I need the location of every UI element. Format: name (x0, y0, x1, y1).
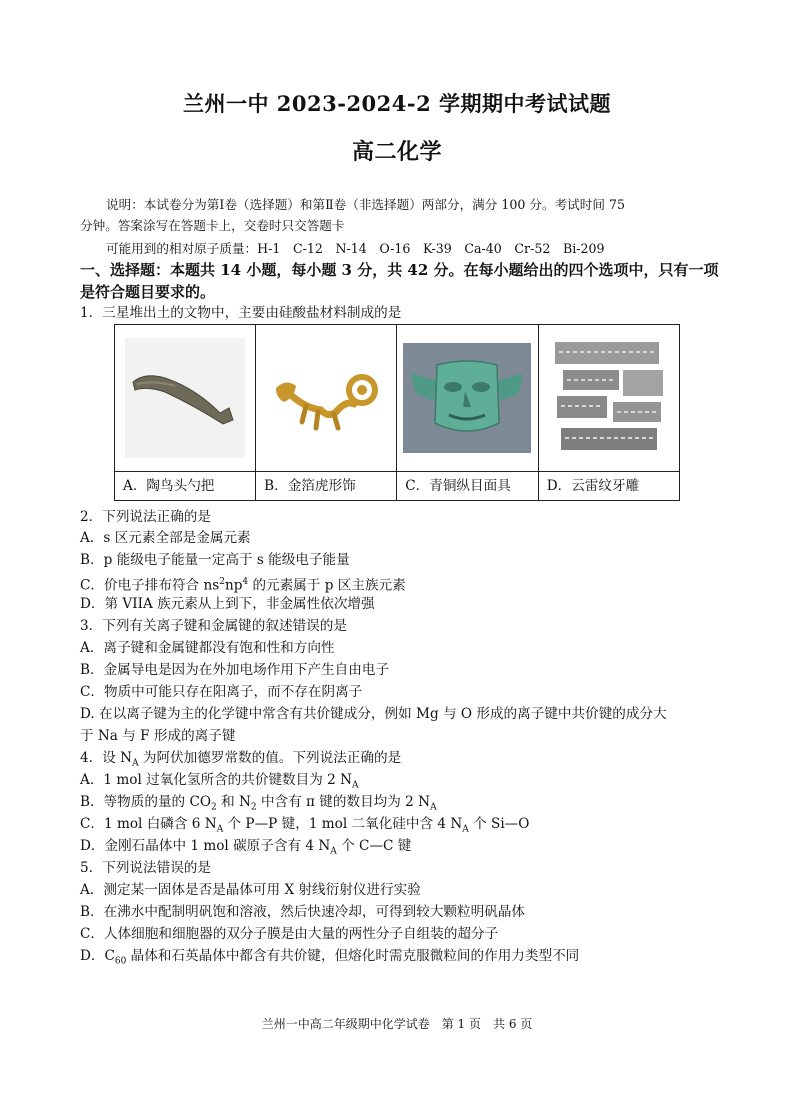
q1-option-d-cell (538, 325, 679, 501)
q1-option-c-label: C．青铜纵目面具 (397, 471, 537, 500)
subject-title: 高二化学 (351, 139, 442, 165)
q1-option-b-cell (256, 325, 397, 501)
q5-option-b: B．在沸水中配制明矾饱和溶液，然后快速冷却，可得到较大颗粒明矾晶体 (80, 904, 525, 920)
q3-stem: 3．下列有关离子键和金属键的叙述错误的是 (80, 618, 347, 634)
gold-tiger-icon (266, 338, 386, 458)
q3-option-d-line1: D. 在以离子键为主的化学键中常含有共价键成分，例如 Mg 与 O 形成的离子键中共价键的成分大 (80, 706, 667, 722)
instruction-line-1: 说明：本试卷分为第Ⅰ卷（选择题）和第Ⅱ卷（非选择题）两部分，满分 100 分。考试时间 75 (106, 197, 625, 212)
q1-option-c-cell (397, 325, 538, 501)
q3-option-b: B．金属导电是因为在外加电场作用下产生自由电子 (80, 662, 390, 678)
exam-title: 兰州一中 2023-2024-2 学期期中考试试题 (182, 91, 612, 116)
ivory-carving-icon (547, 336, 671, 460)
q1-option-a-cell (115, 325, 256, 501)
pottery-bird-head-icon (125, 338, 245, 458)
q1-stem: 1．三星堆出土的文物中，主要由硅酸盐材料制成的是 (80, 305, 402, 321)
q2-option-a: A．s 区元素全部是金属元素 (80, 530, 251, 546)
q4-option-c: C．1 mol 白磷含 6 $N_A$ 个 P—P 键，1 mol 二氧化硅中含 4 $N_A$ 个 Si—O (80, 816, 530, 835)
instruction-line-2: 分钟。答案涂写在答题卡上，交卷时只交答题卡 (80, 218, 345, 233)
q2-stem: 2．下列说法正确的是 (80, 509, 211, 525)
q2-option-c: C．价电子排布符合 $ns^2np^4$ 的元素属于 p 区主族元素 (80, 577, 406, 594)
bronze-mask-icon (403, 343, 531, 453)
atomic-mass-line: 可能用到的相对原子质量：H-1 C-12 N-14 O-16 K-39 Ca-40 Cr-52 Bi-209 (106, 241, 605, 256)
q1-options-table (114, 324, 680, 501)
page-footer: 兰州一中高二年级期中化学试卷 第 1 页 共 6 页 (261, 1017, 533, 1031)
q5-option-a: A．测定某一固体是否是晶体可用 X 射线衍射仪进行实验 (80, 882, 421, 898)
q4-option-b: B．等物质的量的 $CO_2$ 和 $N_2$ 中含有 π 键的数目均为 2 $N_A$ (80, 794, 437, 813)
q1-option-b-label: B．金箔虎形饰 (256, 471, 396, 500)
q4-option-d: D．金刚石晶体中 1 mol 碳原子含有 4 $N_A$ 个 C—C 键 (80, 838, 412, 857)
q2-option-d: D．第 VIIA 族元素从上到下，非金属性依次增强 (80, 596, 375, 612)
q5-option-c: C．人体细胞和细胞器的双分子膜是由大量的两性分子自组装的超分子 (80, 926, 499, 942)
q1-option-d-label: D．云雷纹牙雕 (539, 471, 679, 500)
q2-option-b: B．p 能级电子能量一定高于 s 能级电子能量 (80, 552, 350, 568)
q3-option-c: C．物质中可能只存在阳离子，而不存在阴离子 (80, 684, 363, 700)
q3-option-a: A．离子键和金属键都没有饱和性和方向性 (80, 640, 335, 656)
q3-option-d-line2: 于 Na 与 F 形成的离子键 (80, 728, 236, 744)
q4-option-a: A．1 mol 过氧化氢所含的共价键数目为 2 $N_A$ (80, 772, 359, 791)
q4-stem: 4．设 $N_A$ 为阿伏加德罗常数的值。下列说法正确的是 (80, 750, 402, 769)
q1-option-a-label: A．陶鸟头勺把 (115, 471, 255, 500)
q5-stem: 5．下列说法错误的是 (80, 860, 211, 876)
section-1-heading: 一、选择题：本题共 14 小题，每小题 3 分，共 42 分。在每小题给出的四个选项中，只有一项是符合题目要求的。 (80, 261, 719, 301)
q5-option-d: D．$C_{60}$ 晶体和石英晶体中都含有共价键，但熔化时需克服微粒间的作用力类型不同 (80, 948, 580, 967)
